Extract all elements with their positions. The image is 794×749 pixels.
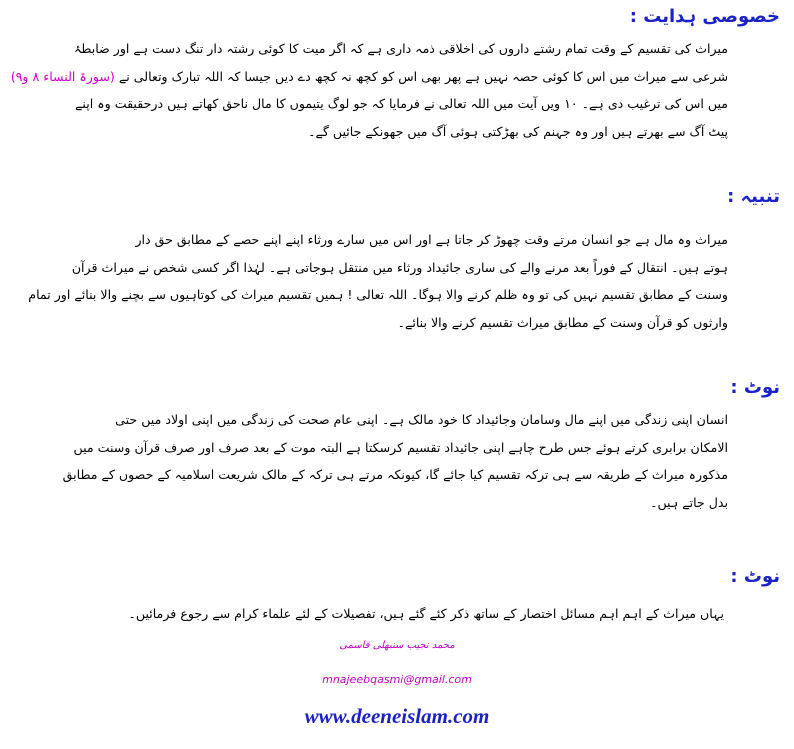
section-heading-note-1: نوٹ : [730,377,780,398]
author-signature: محمد نجیب سنبھلی قاسمی [339,640,455,651]
paragraph-note-2 [62,600,724,628]
paragraph-line: میراث وہ مال ہے جو انسان مرتے وقت چھوڑ کر جاتا ہے اور اس میں سارے ورثاء اپنے اپنے حصے کے مطابق حق دار [135,232,728,247]
section-heading-note-2: نوٹ : [730,566,780,587]
paragraph-note-1 [62,406,728,516]
paragraph-warning [28,226,728,336]
paragraph-line: بدل جاتے ہیں۔ [650,494,728,510]
paragraph-line: مذکورہ میراث کے طریقہ سے ہی ترکہ تقسیم کیا جائے گا، کیونکہ مرتے ہی ترکہ کے مالک شریعت اسلامیہ کے حصوں کے مطابق [62,467,728,482]
paragraph-special-guidance [10,35,728,145]
paragraph-line-text: شرعی سے میراث میں اس کا کوئی حصہ نہیں ہے پھر بھی اس کو کچھ نہ کچھ دے دیں جیسا کہ اللہ تبارک وتعالی نے [118,68,728,84]
paragraph-line: یہاں میراث کے اہم اہم مسائل اختصار کے ساتھ ذکر کئے گئے ہیں، تفصیلات کے لئے علماء کرام سے رجوع فرمائیں۔ [128,606,724,621]
paragraph-line: ہوتے ہیں۔ انتقال کے فوراً بعد مرنے والے کی ساری جائیداد ورثاء میں منتقل ہوجاتی ہے۔ لہٰذا اگر کسی شخص نے میراث قرآن [71,259,728,275]
paragraph-line: وارثوں کو قرآن وسنت کے مطابق میراث تقسیم کرنے والا بنائے۔ [397,314,728,330]
paragraph-line: انسان اپنی زندگی میں اپنے مال وسامان وجائیداد کا خود مالک ہے۔ اپنی عام صحت کی زندگی میں اپنی اولاد میں حتی [115,412,728,427]
paragraph-line: پیٹ آگ سے بھرتے ہیں اور وہ جہنم کی بھڑکتی ہوئی آگ میں جھونکے جائیں گے۔ [308,123,728,139]
paragraph-line [10,63,728,91]
website-link[interactable]: www.deeneislam.com [304,704,490,728]
quran-reference: (سورۃ النساء ۸ و۹) [10,68,115,84]
section-heading-special-guidance: خصوصی ہدایت : [629,6,780,27]
paragraph-line: وسنت کے مطابق تقسیم نہیں کی تو وہ ظلم کرنے والا ہوگا۔ اللہ تعالی ! ہمیں تقسیم میراث کی کوتاہیوں سے بچنے والا بنائے اور تمام [28,287,728,302]
paragraph-line: میراث کی تقسیم کے وقت تمام رشتے داروں کی اخلاقی ذمہ داری ہے کہ اگر میت کا کوئی رشتہ دار تنگ دست ہے اور ضابطۂ [74,41,728,56]
section-heading-warning: تنبیہ : [727,186,780,207]
paragraph-line: میں اس کی ترغیب دی ہے۔ ۱۰ ویں آیت میں اللہ تعالی نے فرمایا کہ جو لوگ یتیموں کا مال ناحق کھاتے ہیں درحقیقت وہ اپنے [75,96,728,111]
paragraph-line: الامکان برابری کرتے ہوئے جس طرح چاہے اپنی جائیداد تقسیم کرسکتا ہے البتہ موت کے بعد صرف اور صرف قرآن وسنت میں [73,439,728,455]
author-email[interactable]: mnajeebqasmi@gmail.com [322,673,472,686]
